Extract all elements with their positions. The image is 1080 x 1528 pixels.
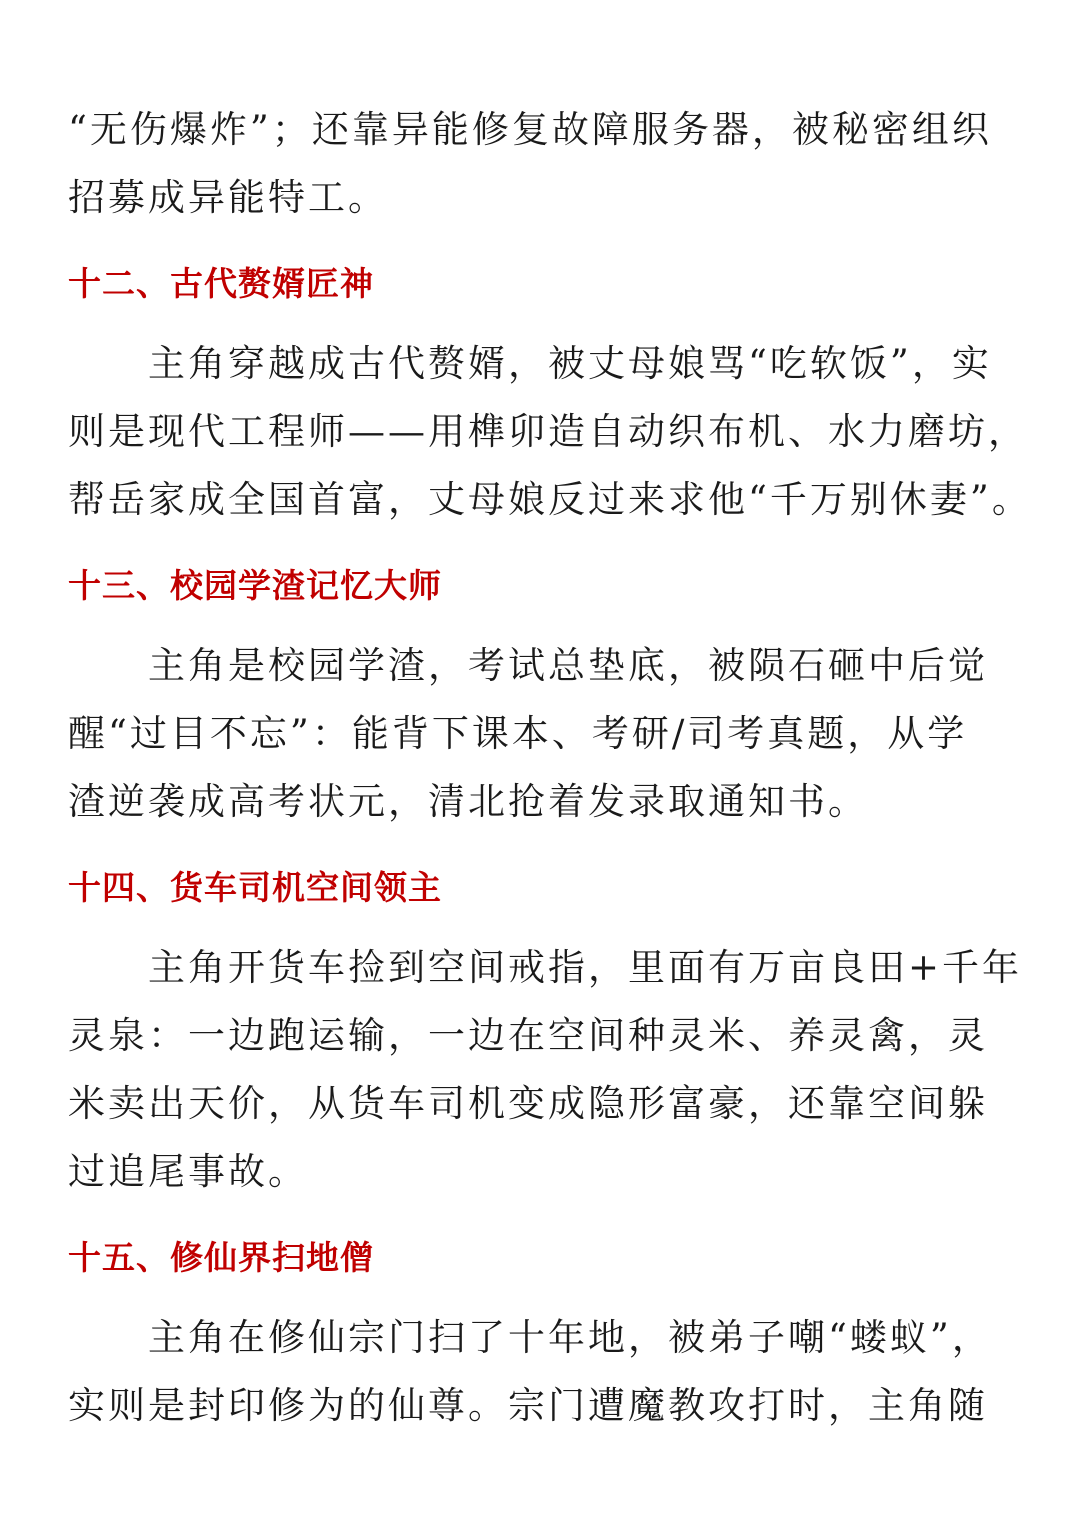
section-paragraph-15 xyxy=(68,1304,1018,1440)
paragraph-line: 主角是校园学渣，考试总垫底，被陨石砸中后觉 xyxy=(148,644,988,687)
paragraph-line: 实则是封印修为的仙尊。宗门遭魔教攻打时，主角随 xyxy=(68,1384,988,1427)
section-heading-15: 十五、修仙界扫地僧 xyxy=(68,1238,374,1277)
paragraph-line: 过追尾事故。 xyxy=(68,1150,308,1193)
section-paragraph-13 xyxy=(68,632,1018,836)
paragraph-line: 主角开货车捡到空间戒指，里面有万亩良田+千年 xyxy=(148,946,1023,989)
continuation-paragraph xyxy=(68,96,1018,232)
document-page xyxy=(68,96,1032,1440)
paragraph-line: 醒“过目不忘”：能背下课本、考研/司考真题，从学 xyxy=(68,712,968,755)
paragraph-line: 主角穿越成古代赘婿，被丈母娘骂“吃软饭”，实 xyxy=(148,342,992,385)
paragraph-line: 米卖出天价，从货车司机变成隐形富豪，还靠空间躲 xyxy=(68,1082,988,1125)
paragraph-line: 招募成异能特工。 xyxy=(68,176,388,219)
paragraph-line: 则是现代工程师——用榫卯造自动织布机、水力磨坊， xyxy=(68,410,1028,453)
paragraph-line: 灵泉：一边跑运输，一边在空间种灵米、养灵禽，灵 xyxy=(68,1014,988,1057)
paragraph-line: 主角在修仙宗门扫了十年地，被弟子嘲“蝼蚁”， xyxy=(148,1316,992,1359)
paragraph-line: “无伤爆炸”；还靠异能修复故障服务器，被秘密组织 xyxy=(68,108,992,151)
section-heading-13: 十三、校园学渣记忆大师 xyxy=(68,566,442,605)
paragraph-line: 渣逆袭成高考状元，清北抢着发录取通知书。 xyxy=(68,780,868,823)
section-heading-14: 十四、货车司机空间领主 xyxy=(68,868,442,907)
paragraph-line: 帮岳家成全国首富，丈母娘反过来求他“千万别休妻”。 xyxy=(68,478,1032,521)
section-paragraph-12 xyxy=(68,330,1032,534)
section-heading-12: 十二、古代赘婿匠神 xyxy=(68,264,374,303)
section-paragraph-14 xyxy=(68,934,1023,1206)
